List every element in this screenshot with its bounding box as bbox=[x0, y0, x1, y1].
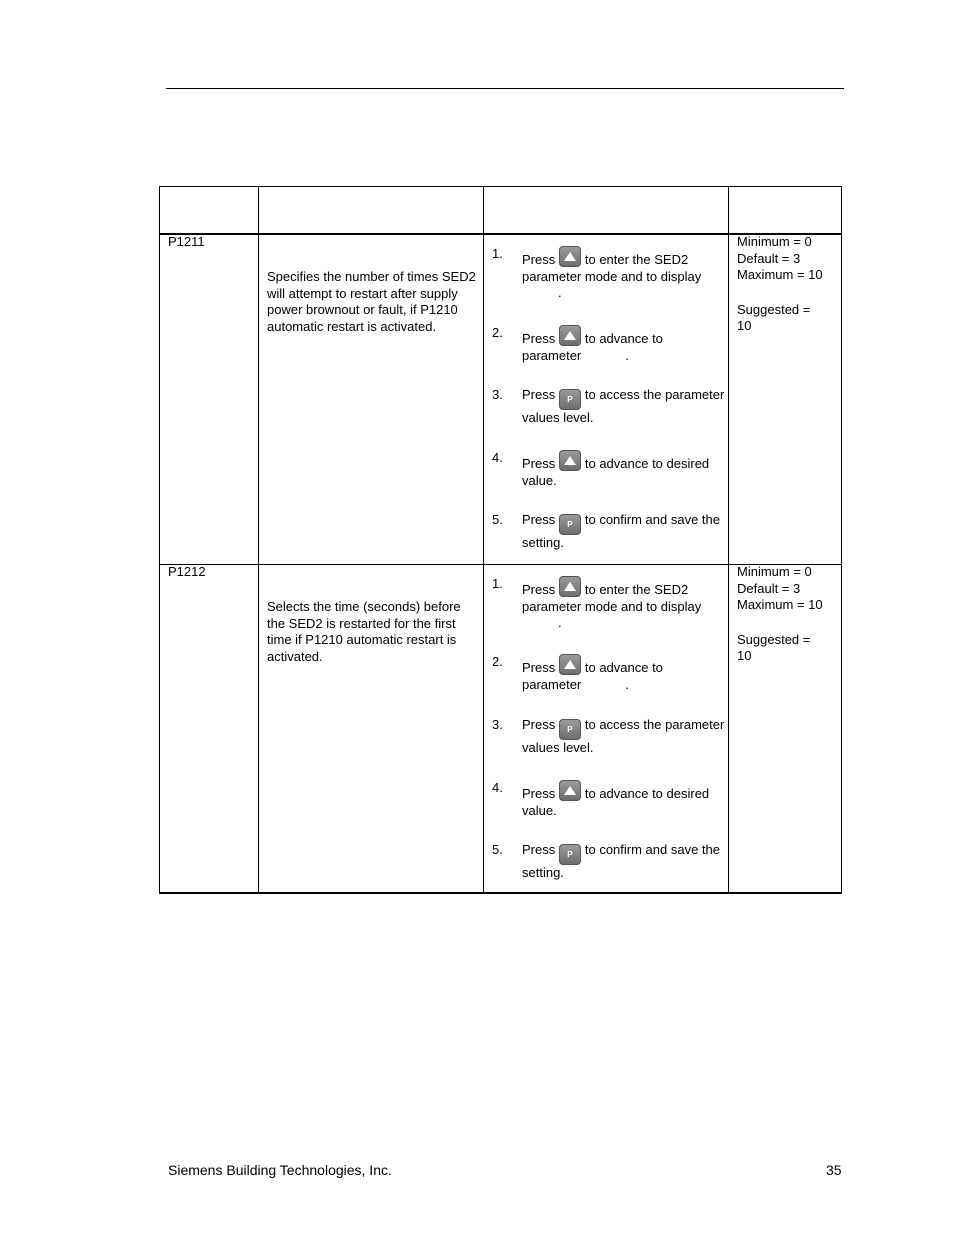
step-number: 1. bbox=[492, 246, 503, 261]
step-number: 4. bbox=[492, 450, 503, 465]
range-suggested: Suggested = 10 bbox=[737, 631, 811, 663]
range-default: Default = 3 bbox=[737, 580, 801, 596]
header-rule bbox=[166, 88, 844, 89]
value-range bbox=[737, 234, 837, 335]
step-text: to advance to desired value. bbox=[522, 456, 710, 488]
range-maximum: Maximum = 10 bbox=[737, 597, 823, 612]
step-press: Press bbox=[522, 252, 556, 267]
procedure-steps bbox=[492, 516, 728, 894]
parameter-table bbox=[159, 186, 842, 894]
step-text: to confirm and save the setting. bbox=[522, 512, 720, 550]
p-key-icon: P bbox=[559, 719, 581, 740]
param-code: P1211 bbox=[168, 234, 205, 249]
range-minimum: Minimum = 0 bbox=[737, 234, 812, 249]
procedure-steps bbox=[492, 186, 728, 564]
step-text: to access the parameter values level. bbox=[522, 717, 725, 755]
step-number: 3. bbox=[492, 717, 503, 732]
step-tail: . bbox=[625, 676, 629, 692]
step-tail: . bbox=[558, 285, 562, 300]
step-text: to advance to parameter bbox=[522, 660, 663, 692]
step-number: 5. bbox=[492, 842, 503, 857]
footer-company: Siemens Building Technologies, Inc. bbox=[168, 1162, 392, 1178]
step-text: to advance to parameter bbox=[522, 331, 663, 363]
range-minimum: Minimum = 0 bbox=[737, 564, 812, 579]
step-text: to enter the SED2 parameter mode and to display bbox=[522, 582, 702, 614]
step-press: Press bbox=[522, 717, 556, 732]
step-number: 2. bbox=[492, 654, 503, 669]
step-text: to access the parameter values level. bbox=[522, 387, 725, 425]
step-press: Press bbox=[522, 331, 556, 346]
up-arrow-key-icon bbox=[559, 780, 581, 801]
col-line-1 bbox=[258, 186, 259, 894]
up-arrow-key-icon bbox=[559, 654, 581, 675]
step-number: 2. bbox=[492, 325, 503, 340]
step-tail: . bbox=[558, 615, 562, 630]
p-key-icon: P bbox=[559, 844, 581, 865]
page-number: 35 bbox=[826, 1162, 842, 1178]
range-suggested: Suggested = 10 bbox=[737, 301, 811, 333]
step-press: Press bbox=[522, 660, 556, 675]
p-key-icon: P bbox=[559, 514, 581, 535]
col-line-2 bbox=[483, 186, 484, 894]
step-number: 1. bbox=[492, 576, 503, 591]
col-line-4 bbox=[841, 186, 842, 894]
step-number: 3. bbox=[492, 387, 503, 402]
param-code: P1212 bbox=[168, 564, 206, 579]
step-press: Press bbox=[522, 512, 556, 527]
p-key-icon: P bbox=[559, 389, 581, 410]
step-press: Press bbox=[522, 387, 556, 402]
step-text: to confirm and save the setting. bbox=[522, 842, 720, 880]
step-text: to enter the SED2 parameter mode and to display bbox=[522, 252, 702, 284]
up-arrow-key-icon bbox=[559, 576, 581, 597]
step-tail: . bbox=[625, 347, 629, 363]
value-range bbox=[737, 564, 837, 665]
range-default: Default = 3 bbox=[737, 250, 801, 266]
range-maximum: Maximum = 10 bbox=[737, 267, 823, 282]
up-arrow-key-icon bbox=[559, 325, 581, 346]
step-number: 4. bbox=[492, 780, 503, 795]
step-text: to advance to desired value. bbox=[522, 786, 710, 818]
param-description: Selects the time (seconds) before the SED2 is restarted for the first time if P1210 automatic restart is activated. bbox=[267, 599, 461, 664]
param-description: Specifies the number of times SED2 will attempt to restart after supply power brownout or fault, if P1210 automatic restart is activated. bbox=[267, 269, 476, 334]
col-line-0 bbox=[159, 186, 160, 894]
step-press: Press bbox=[522, 456, 556, 471]
step-press: Press bbox=[522, 786, 556, 801]
up-arrow-key-icon bbox=[559, 450, 581, 471]
step-press: Press bbox=[522, 842, 556, 857]
step-press: Press bbox=[522, 582, 556, 597]
step-number: 5. bbox=[492, 512, 503, 527]
up-arrow-key-icon bbox=[559, 246, 581, 267]
